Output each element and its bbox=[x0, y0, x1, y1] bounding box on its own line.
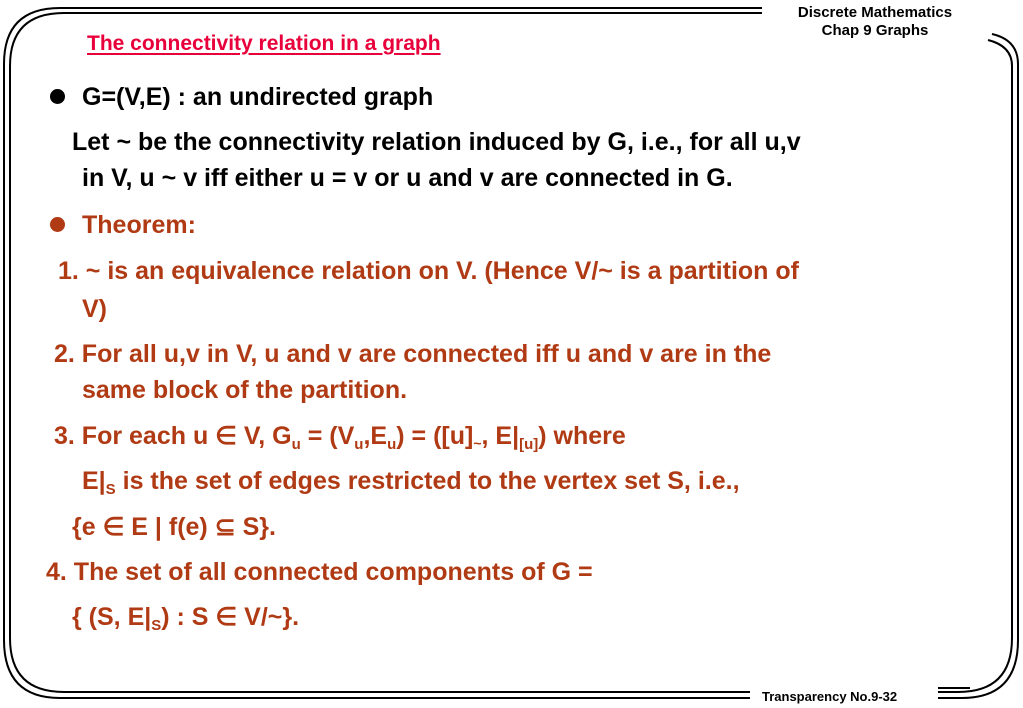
intro-line-1: G=(V,E) : an undirected graph bbox=[82, 83, 434, 111]
item3-mid3: ) = ([u] bbox=[396, 422, 474, 450]
theorem-item-4b bbox=[72, 602, 299, 632]
item3-mid4: , E| bbox=[481, 422, 520, 450]
slide-title: The connectivity relation in a graph bbox=[87, 32, 441, 55]
subscript-u: u bbox=[387, 436, 397, 453]
item3-mid2: ,E bbox=[363, 422, 388, 450]
theorem-item-1b: V) bbox=[82, 295, 107, 323]
restrict-text: is the set of edges restricted to the vertex set S, i.e., bbox=[115, 467, 740, 495]
theorem-item-1a: 1. ~ is an equivalence relation on V. (Hence V/~ is a partition of bbox=[58, 257, 799, 285]
theorem-item-4a: 4. The set of all connected components of G = bbox=[46, 558, 593, 586]
restrict-prefix: E| bbox=[82, 467, 106, 495]
intro-line-3: in V, u ~ v iff either u = v or u and v are connected in G. bbox=[82, 164, 733, 192]
subscript-s: S bbox=[105, 481, 116, 498]
subscript-s: S bbox=[151, 617, 162, 634]
item3-mid1: = (V bbox=[300, 422, 355, 450]
subscript-bracket-u: [u] bbox=[519, 436, 539, 453]
subscript-u: u bbox=[291, 436, 301, 453]
course-title: Discrete Mathematics bbox=[797, 4, 953, 21]
intro-line-2: Let ~ be the connectivity relation induced by G, i.e., for all u,v bbox=[72, 128, 801, 156]
item3-prefix: 3. For each u ∈ V, G bbox=[54, 422, 292, 450]
item4-end: ) : S ∈ V/~}. bbox=[161, 603, 300, 631]
restriction-set: {e ∈ E | f(e) ⊆ S}. bbox=[72, 513, 276, 541]
theorem-item-2a: 2. For all u,v in V, u and v are connected iff u and v are in the bbox=[54, 340, 772, 368]
item4-prefix: { (S, E| bbox=[72, 603, 152, 631]
item3-end: ) where bbox=[538, 422, 626, 450]
subscript-u: u bbox=[354, 436, 364, 453]
transparency-number: Transparency No.9-32 bbox=[762, 689, 898, 704]
chapter-title: Chap 9 Graphs bbox=[821, 22, 929, 39]
theorem-item-3 bbox=[54, 421, 626, 451]
bullet-icon bbox=[50, 89, 65, 104]
bullet-icon bbox=[50, 217, 65, 232]
restriction-definition bbox=[82, 466, 740, 496]
theorem-heading: Theorem: bbox=[82, 211, 196, 239]
subscript-tilde: ~ bbox=[473, 435, 482, 451]
theorem-item-2b: same block of the partition. bbox=[82, 376, 408, 404]
